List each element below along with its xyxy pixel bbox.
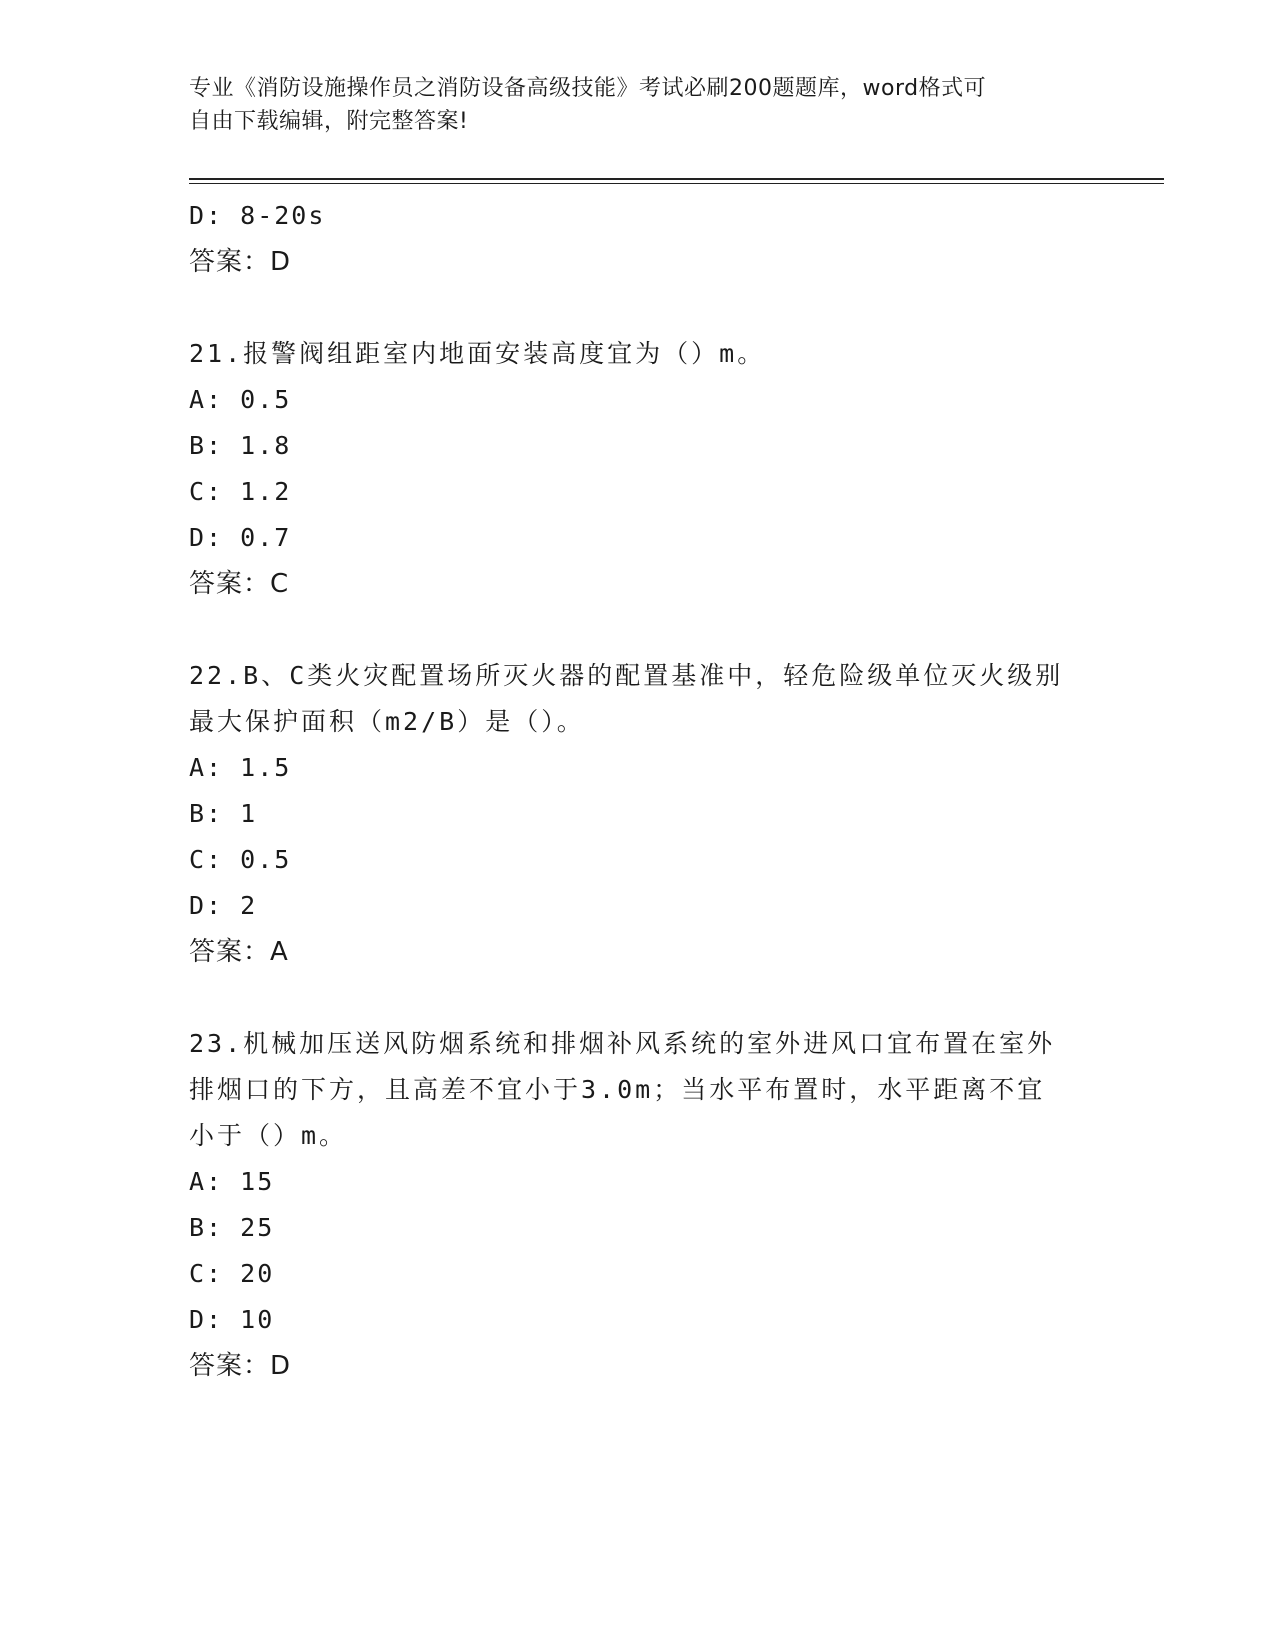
answer-line: 答案：D (189, 1351, 292, 1381)
answer-line: 答案：A (189, 937, 289, 967)
prev-question-tail (189, 193, 1089, 285)
question-list (189, 193, 1089, 1389)
option-c: C: 0.5 (189, 845, 292, 874)
spacer (189, 975, 1089, 1021)
header-divider-thin (189, 183, 1164, 184)
question-stem-line: 23.机械加压送风防烟系统和排烟补风系统的室外进风口宜布置在室外 (189, 1029, 1056, 1058)
question-21 (189, 331, 1089, 607)
spacer (189, 607, 1089, 653)
option-b: B: 1.8 (189, 431, 292, 460)
question-stem-line: 小于（）m。 (189, 1121, 348, 1150)
option-a: A: 0.5 (189, 385, 292, 414)
answer-line: 答案：C (189, 569, 290, 599)
option-a: A: 1.5 (189, 753, 292, 782)
option-c: C: 1.2 (189, 477, 292, 506)
option-b: B: 1 (189, 799, 258, 828)
spacer (189, 285, 1089, 331)
option-a: A: 15 (189, 1167, 275, 1196)
header-divider-thick (189, 178, 1164, 180)
header-title-line2: 自由下载编辑，附完整答案! (189, 109, 469, 134)
option-d: D: 10 (189, 1305, 275, 1334)
answer-line: 答案：D (189, 247, 292, 277)
question-stem-line: 最大保护面积（m2/B）是（）。 (189, 707, 585, 736)
document-header (189, 72, 1089, 138)
option-d: D: 8-20s (189, 201, 326, 230)
question-23 (189, 1021, 1089, 1389)
option-d: D: 0.7 (189, 523, 292, 552)
question-stem-line: 21.报警阀组距室内地面安装高度宜为（）m。 (189, 339, 766, 368)
option-b: B: 25 (189, 1213, 275, 1242)
option-d: D: 2 (189, 891, 258, 920)
question-stem-line: 22.B、C类火灾配置场所灭火器的配置基准中，轻危险级单位灭火级别 (189, 661, 1064, 690)
question-stem-line: 排烟口的下方，且高差不宜小于3.0m；当水平布置时，水平距离不宜 (189, 1075, 1046, 1104)
header-title-line1: 专业《消防设施操作员之消防设备高级技能》考试必刷200题题库，word格式可 (189, 76, 987, 101)
option-c: C: 20 (189, 1259, 275, 1288)
question-22 (189, 653, 1089, 975)
